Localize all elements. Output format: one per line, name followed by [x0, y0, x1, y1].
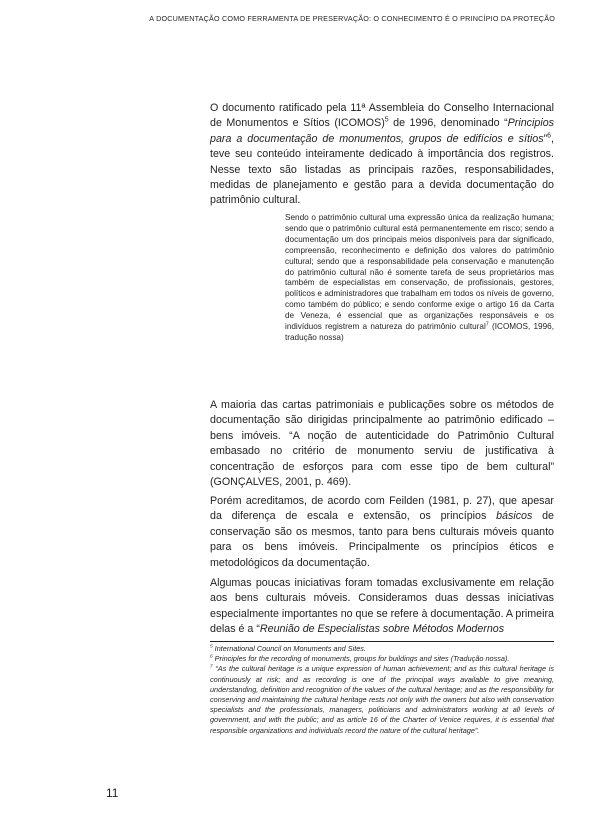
document-title-italic: Principios para a documentação de monumentos, grupos de edifícios e sítios	[210, 117, 554, 145]
footnotes	[210, 644, 554, 736]
paragraph-cartas-patrimoniais	[210, 398, 554, 490]
footnote-number: 6	[210, 654, 213, 660]
footnote-divider	[210, 641, 554, 642]
paragraph-iniciativas	[210, 576, 554, 638]
paragraph-text: de 1996, denominado “	[388, 117, 508, 130]
paragraph-text: de conservação são os mesmos, tanto para bens culturais móveis quanto para os bens imóveis. Principalmente os princípios éticos e metodológicos da documentação.	[210, 510, 554, 569]
footnote-text: “As the cultural heritage is a unique expression of human achievement; and as this cultural heritage is continuously at risk; and as recording is one of the principal ways available to give meaning, understanding, definition and recognition of the values of the cultural heritage; and as the responsibility for conserving and maintaining the cultural heritage rests not only with the owners but also with conservation specialists and the professionals, managers, politicians and administrators working at all levels of government, and with the public; and as article 16 of the Charter of Venice requires, it is essential that responsible organizations and individuals record the nature of the cultural heritage”.	[210, 664, 554, 735]
footnote-number: 5	[210, 644, 213, 650]
footnote-5	[210, 644, 554, 654]
paragraph-text: ”	[543, 132, 548, 145]
footnote-6	[210, 654, 554, 664]
paragraph-icomos-document	[210, 101, 554, 209]
footnote-ref-6[interactable]: 6	[547, 132, 552, 140]
paragraph-text: , teve seu conteúdo inteiramente dedicado à importância dos registros. Nesse texto são listadas as principais razões, responsabilidades, medidas de planejamento e gestão para a devida documentação do patrimônio cultural.	[210, 132, 554, 207]
running-header: A DOCUMENTAÇÃO COMO FERRAMENTA DE PRESERVAÇÃO: O CONHECIMENTO É O PRINCÍPIO DA PROTEÇÃO	[149, 14, 555, 23]
block-quote	[285, 213, 554, 344]
paragraph-feilden	[210, 494, 554, 571]
paragraph-text: Algumas poucas iniciativas foram tomadas exclusivamente em relação aos bens culturais móveis. Consideramos duas dessas iniciativas especialmente importantes no que se refere à documentação. A primeira delas é a “	[210, 577, 554, 636]
footnote-number: 7	[210, 664, 213, 670]
page-number: 11	[106, 786, 119, 800]
paragraph-text: A maioria das cartas patrimoniais e publicações sobre os métodos de documentação são dirigidas principalmente ao patrimônio edificado – bens imóveis. “A noção de autenticidade do Patrimônio Cultural embasado no critério de monumento serviu de justificativa à concentração de esforços para com esse tipo de bem cultural” (GONÇALVES, 2001, p. 469).	[210, 399, 554, 489]
footnote-ref-7[interactable]: 7	[485, 321, 489, 328]
quote-text: Sendo o patrimônio cultural uma expressão única da realização humana; sendo que o patrimônio cultural está permanentemente em risco; sendo a documentação um dos principais meios disponíveis para dar significado, compreensão, reconhecimento e definição dos valores do patrimônio cultural; sendo que a responsabilidade pela conservação e manutenção do patrimônio cultural não é somente tarefa de seus proprietários mas também de especialistas em conservação, de profissionais, gestores, políticos e administradores que trabalham em todos os níveis de governo, como também do público; e sendo conforme exige o artigo 16 da Carta de Veneza, é essencial que as organizações responsáveis e os indivíduos registrem a natureza do patrimônio cultural	[285, 213, 554, 332]
footnote-7	[210, 664, 554, 735]
paragraph-text: Porém acreditamos, de acordo com Feilden (1981, p. 27), que apesar da diferença de escala e extensão, os princípios	[210, 495, 554, 523]
paragraph-text: O documento ratificado pela 11ª Assembleia do Conselho Internacional de Monumentos e Sítios (ICOMOS)	[210, 102, 554, 130]
quote-citation: (ICOMOS, 1996, tradução nossa)	[285, 322, 554, 342]
meeting-title-italic: Reunião de Especialistas sobre Métodos Modernos	[259, 623, 505, 636]
footnote-text: International Council on Monuments and Sites.	[212, 644, 366, 653]
emphasis-italic: básicos	[496, 510, 533, 523]
footnote-text: Principles for the recording of monuments, groups for buildings and sites (Tradução nossa).	[212, 654, 510, 664]
footnote-ref-5[interactable]: 5	[384, 116, 389, 124]
